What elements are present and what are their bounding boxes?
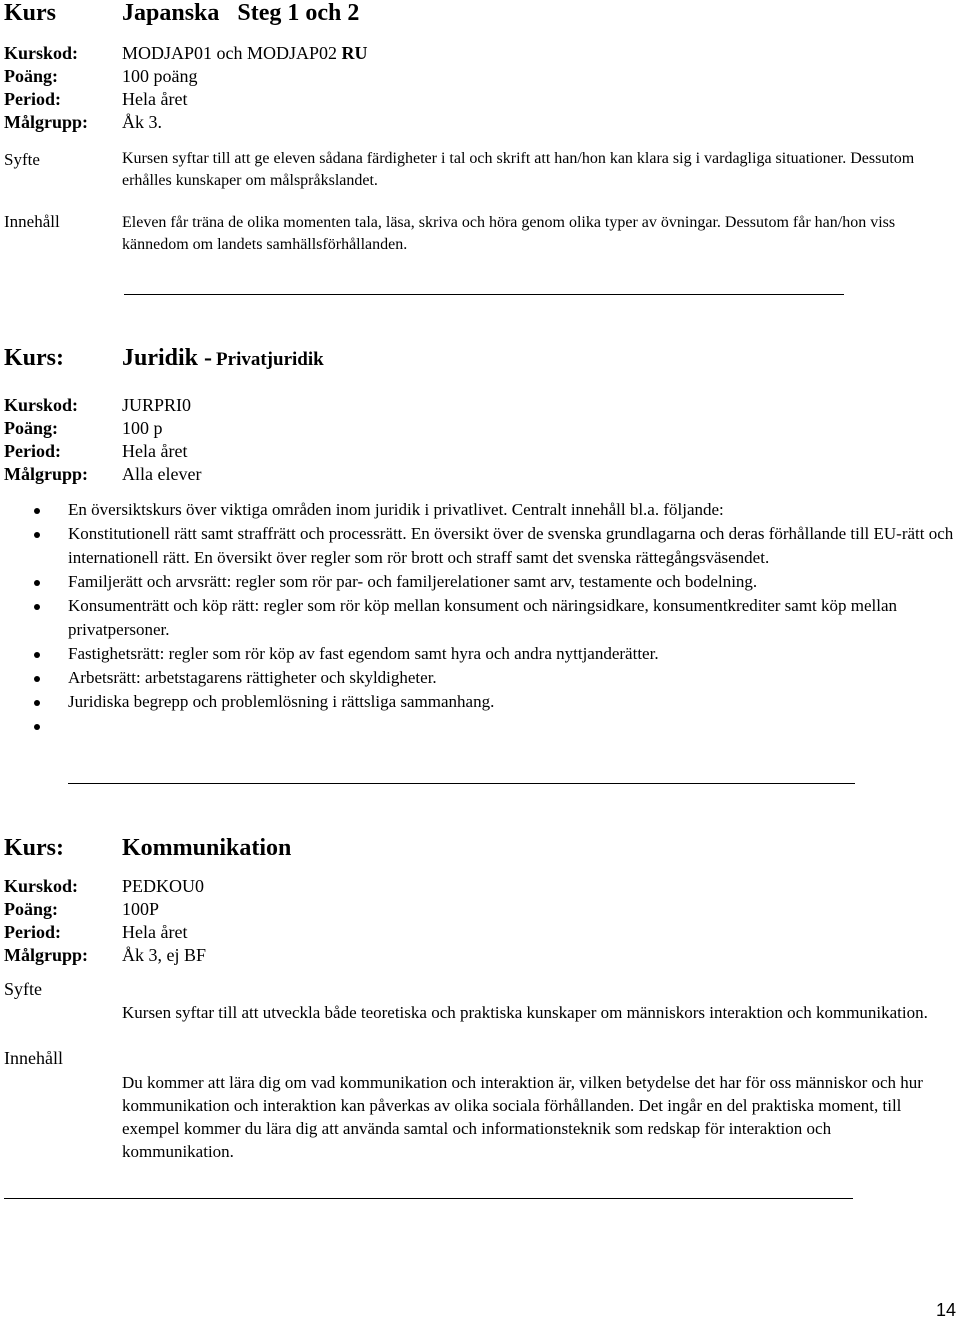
course3-innehall-label: Innehåll	[4, 1048, 63, 1068]
list-item: Familjerätt och arvsrätt: regler som rör par- och familjerelationer samt arv, testamente och bodelning.	[34, 570, 960, 594]
list-item: Konstitutionell rätt samt straffrätt och processrätt. En översikt över de svenska grundlagarna och deras förhållande till EU-rätt och internationell rätt. En översikt över regler som rör brott och straff samt det svenska rättegångsväsendet.	[34, 522, 960, 570]
bullet-icon	[34, 676, 40, 682]
course1-innehall-label: Innehåll	[4, 212, 60, 231]
section-divider	[68, 783, 855, 784]
course2-content-list	[34, 498, 960, 738]
course3-period-label: Period:	[4, 922, 61, 942]
course2-poang-label: Poäng:	[4, 418, 58, 438]
course3-syfte-label: Syfte	[4, 979, 42, 999]
course1-malgrupp-label: Målgrupp:	[4, 112, 89, 132]
course3-malgrupp-label: Målgrupp:	[4, 945, 89, 965]
list-item	[34, 714, 960, 738]
section-divider	[4, 1198, 853, 1199]
course3-syfte-text: Kursen syftar till att utveckla både teoretiska och praktiska kunskaper om människors interaktion och kommunikation.	[122, 1003, 928, 1022]
course1-poang-value: 100 poäng	[122, 66, 198, 86]
course1-period-label: Period:	[4, 89, 61, 109]
course2-kurskod-value: JURPRI0	[122, 395, 192, 415]
list-item: Juridiska begrepp och problemlösning i rättsliga sammanhang.	[34, 690, 960, 714]
course1-kurskod-suffix: RU	[341, 43, 368, 63]
course1-malgrupp-value: Åk 3.	[122, 112, 162, 132]
list-item: Arbetsrätt: arbetstagarens rättigheter och skyldigheter.	[34, 666, 960, 690]
course1-title: Japanska Steg 1 och 2	[122, 0, 360, 26]
course1-kurskod-label: Kurskod:	[4, 43, 79, 63]
course3-kurskod-label: Kurskod:	[4, 876, 79, 896]
course1-syfte-label: Syfte	[4, 150, 40, 169]
course2-period-label: Period:	[4, 441, 61, 461]
course1-poang-label: Poäng:	[4, 66, 58, 86]
course2-kurs-label: Kurs:	[4, 345, 64, 371]
course2-subtitle: Privatjuridik	[216, 349, 324, 370]
course1-kurs-label: Kurs	[4, 0, 57, 26]
course2-malgrupp-label: Målgrupp:	[4, 464, 89, 484]
bullet-icon	[34, 532, 40, 538]
section-divider	[124, 294, 844, 295]
page-number: 14	[935, 1300, 956, 1320]
course3-innehall-text: Du kommer att lära dig om vad kommunikation och interaktion är, vilken betydelse det har för oss människor och hur kommunikation och interaktion kan påverkas av olika sociala förhållanden. Det ingår en del praktiska moment, till exempel kommer du lära dig att använda samtal och informationsteknik som redskap för interaktion och kommunikation.	[122, 1073, 923, 1161]
course2-title: Juridik -	[122, 345, 213, 371]
course1-syfte-text: Kursen syftar till att ge eleven sådana färdigheter i tal och skrift att han/hon kan klara sig i vardagliga situationer. Dessutom erhålles kunskaper om målspråkslandet.	[122, 150, 915, 189]
course1-period-value: Hela året	[122, 89, 188, 109]
course3-kurs-label: Kurs:	[4, 835, 64, 861]
bullet-icon	[34, 700, 40, 706]
course3-title: Kommunikation	[122, 835, 292, 861]
course2-period-value: Hela året	[122, 441, 188, 461]
bullet-icon	[34, 604, 40, 610]
course1-kurskod-value: MODJAP01 och MODJAP02 RU	[122, 43, 368, 63]
course2-heading	[122, 345, 324, 372]
bullet-icon	[34, 508, 40, 514]
list-item: En översiktskurs över viktiga områden inom juridik i privatlivet. Centralt innehåll bl.a. följande:	[34, 498, 960, 522]
course2-malgrupp-value: Alla elever	[122, 464, 202, 484]
course2-poang-value: 100 p	[122, 418, 163, 438]
bullet-icon	[34, 724, 40, 730]
list-item: Konsumenträtt och köp rätt: regler som rör köp mellan konsument och näringsidkare, konsumentkrediter samt köp mellan privatpersoner.	[34, 594, 960, 642]
course3-poang-label: Poäng:	[4, 899, 58, 919]
course2-kurskod-label: Kurskod:	[4, 395, 79, 415]
course3-poang-value: 100P	[122, 899, 160, 919]
course3-period-value: Hela året	[122, 922, 188, 942]
bullet-icon	[34, 580, 40, 586]
list-item: Fastighetsrätt: regler som rör köp av fast egendom samt hyra och andra nyttjanderätter.	[34, 642, 960, 666]
course3-malgrupp-value: Åk 3, ej BF	[122, 945, 207, 965]
course1-innehall-text: Eleven får träna de olika momenten tala, läsa, skriva och höra genom olika typer av övningar. Dessutom får han/hon viss kännedom om landets samhällsförhållanden.	[122, 214, 896, 253]
course3-kurskod-value: PEDKOU0	[122, 876, 205, 896]
bullet-icon	[34, 652, 40, 658]
